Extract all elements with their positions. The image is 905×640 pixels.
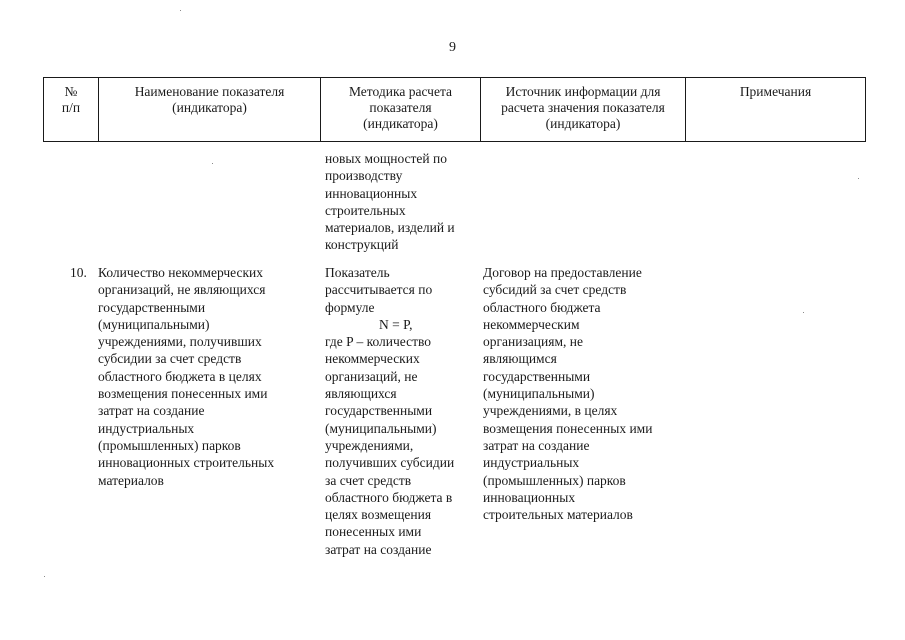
text-line: учреждениями, <box>325 437 414 453</box>
scan-speck <box>858 178 859 179</box>
text-line: затрат на создание <box>483 437 590 453</box>
text-line: (муниципальными) <box>98 316 210 332</box>
row10-source <box>483 264 652 523</box>
header-num <box>44 78 99 142</box>
text-line: учреждениями, получивших <box>98 334 262 350</box>
text-line: некоммерческим <box>483 316 580 332</box>
text-line: новых мощностей по <box>325 151 448 166</box>
text-line: организаций, не являющихся <box>98 282 266 298</box>
text-line: государственными <box>98 299 206 315</box>
text-line: некоммерческих <box>325 351 420 367</box>
text-line: инновационных <box>325 185 418 201</box>
row10-method <box>325 264 454 558</box>
text-line: организациям, не <box>483 334 583 350</box>
text-line: возмещения понесенных ими <box>483 420 653 436</box>
text-line: возмещения понесенных ими <box>98 386 268 402</box>
text-line: субсидий за счет средств <box>483 282 627 298</box>
header-line: п/п <box>61 100 81 115</box>
text-line: Показатель <box>325 265 390 280</box>
text-line: субсидии за счет средств <box>98 351 242 367</box>
text-line: за счет средств <box>325 472 412 488</box>
scan-speck <box>212 163 213 164</box>
text-line: государственными <box>483 368 591 384</box>
continuation-method <box>325 150 455 254</box>
header-line: (индикатора) <box>363 116 438 131</box>
text-line: областного бюджета в целях <box>98 368 262 384</box>
header-source <box>481 78 686 142</box>
header-method <box>321 78 481 142</box>
text-line: (промышленных) парков <box>483 472 626 488</box>
text-line: затрат на создание <box>98 403 205 419</box>
text-line: где P – количество <box>325 334 432 350</box>
text-line: (муниципальными) <box>325 420 437 436</box>
header-name <box>99 78 321 142</box>
text-line: строительных материалов <box>483 507 633 523</box>
scan-speck <box>180 10 181 11</box>
text-line: организаций, не <box>325 368 418 384</box>
header-line: расчета значения показателя <box>501 100 665 115</box>
text-line: индустриальных <box>483 455 580 471</box>
text-line: индустриальных <box>98 420 195 436</box>
text-line: инновационных <box>483 489 576 505</box>
text-line: целях возмещения <box>325 507 432 523</box>
header-line: Примечания <box>739 84 812 99</box>
header-line: Методика расчета <box>348 84 453 99</box>
text-line: являющимся <box>483 351 557 367</box>
text-line: формуле <box>325 299 375 315</box>
text-line: рассчитывается по <box>325 282 433 298</box>
header-line: Наименование показателя <box>134 84 285 99</box>
text-line: материалов, изделий и <box>325 220 455 236</box>
table-header <box>43 77 866 142</box>
text-line: конструкций <box>325 237 399 253</box>
text-line: учреждениями, в целях <box>483 403 618 419</box>
text-line: Договор на предоставление <box>483 265 642 280</box>
text-line: строительных <box>325 202 406 218</box>
text-line: (муниципальными) <box>483 386 595 402</box>
header-notes <box>686 78 866 142</box>
header-line: Источник информации для <box>505 84 661 99</box>
text-line: государственными <box>325 403 433 419</box>
text-line: инновационных строительных <box>98 455 275 471</box>
text-line: областного бюджета <box>483 299 601 315</box>
row-number: 10. <box>70 265 87 280</box>
text-line: (промышленных) парков <box>98 437 241 453</box>
header-line: (индикатора) <box>545 116 621 131</box>
text-line: Количество некоммерческих <box>98 265 263 280</box>
text-line: производству <box>325 168 403 184</box>
scan-speck <box>803 312 804 313</box>
formula: N = P, <box>379 316 413 332</box>
text-line: затрат на создание <box>325 541 432 557</box>
header-line: (индикатора) <box>172 100 247 115</box>
row10-name <box>98 264 274 489</box>
page-number: 9 <box>449 40 456 55</box>
text-line: материалов <box>98 472 164 488</box>
text-line: являющихся <box>325 386 397 402</box>
scan-speck <box>44 576 45 577</box>
text-line: понесенных ими <box>325 524 422 540</box>
header-line: показателя <box>369 100 432 115</box>
header-line: № <box>64 84 78 99</box>
text-line: получивших субсидии <box>325 455 455 471</box>
text-line: областного бюджета в <box>325 489 453 505</box>
